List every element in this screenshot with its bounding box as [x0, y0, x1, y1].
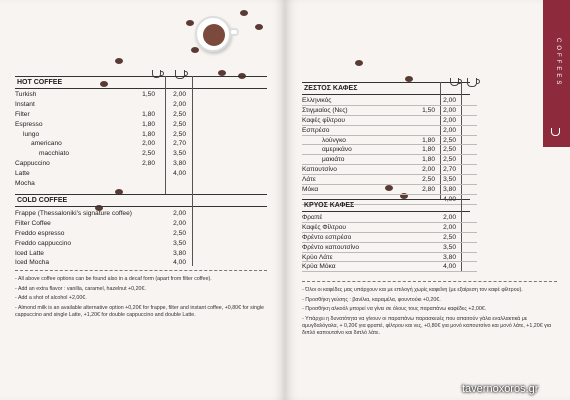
menu-item-name: Turkish: [15, 91, 37, 98]
cold-coffee-title-greek: ΚΡΥΟΣ ΚΑΦΕΣ: [302, 199, 470, 212]
menu-page-greek: [285, 0, 570, 400]
double-price: 2,50: [173, 229, 186, 237]
double-price: 3,80: [173, 160, 186, 168]
menu-item-row: [302, 262, 477, 272]
menu-item-name: Φρέντο καπουτσίνο: [302, 243, 360, 251]
menu-item-row: [302, 165, 477, 175]
menu-item-name: Φρέντο εσπρέσο: [302, 233, 352, 241]
cold-coffee-list: [15, 209, 215, 268]
menu-item-row: [302, 96, 477, 106]
note-line: - Προσθήκη αλκοόλ μπορεί να γίνει σε όλους τους παραπάνω καφέδες +2,00€.: [302, 306, 487, 312]
menu-item-name: Instant: [15, 100, 35, 108]
double-price: 2,50: [443, 233, 456, 241]
menu-item-row: [15, 120, 215, 130]
menu-item-row: [15, 110, 215, 120]
menu-item-row: [302, 223, 477, 233]
menu-item-row: [302, 175, 477, 185]
menu-item-name: Κρύο Λάτε: [302, 253, 333, 261]
double-price: 4,00: [173, 259, 186, 267]
menu-item-name: Φραπέ: [302, 214, 323, 221]
menu-item-name: Espresso: [15, 120, 43, 128]
note-line: - Add a shot of alcohol +2,00€.: [15, 295, 87, 301]
note-line: - Almond milk is an available alternative option +0,20€ for frappe, filter and instant coffee, +0,80€ for single cappuccino and single Latte, +1,20€ for double cappuccino and double Latte.: [15, 304, 265, 318]
menu-item-row: [15, 229, 215, 239]
menu-item-row: [302, 233, 477, 243]
menu-item-row: [302, 106, 477, 116]
double-price: 2,50: [443, 146, 456, 154]
notes-divider: [302, 281, 557, 282]
menu-item-name: Mocha: [15, 180, 35, 188]
single-price: 2,80: [142, 160, 155, 168]
double-price: 2,00: [173, 91, 186, 98]
menu-item-name: Filter: [15, 110, 30, 118]
menu-item-row: [15, 258, 215, 268]
single-price: 2,80: [422, 186, 435, 194]
double-price: 2,00: [443, 116, 456, 124]
single-price: 1,80: [142, 130, 155, 138]
menu-item-name: Λάτε: [302, 176, 316, 184]
single-price: 2,50: [422, 176, 435, 184]
hot-coffee-title: HOT COFFEE: [15, 76, 267, 89]
menu-item-row: [302, 116, 477, 126]
menu-item-row: [302, 243, 477, 253]
double-price: 3,80: [443, 186, 456, 194]
double-price: 4,00: [443, 263, 456, 271]
double-price: 2,50: [443, 136, 456, 144]
double-price: 3,50: [443, 176, 456, 184]
coffee-bean-icon: [355, 60, 363, 66]
note-line: - Υπάρχει η δυνατότητα να γίνουν οι παραπάνω παρασκευές που απαιτούν γάλα εναλλακτικά με αμυγδαλόγαλα, + 0,20€ για φραπέ, φίλτρου και νες, +0,80€ για μονό καπουτσίνο και μονό λάτε, +1,20€ για διπλό καπουτσίνο και διπλό λάτε.: [302, 315, 552, 336]
menu-item-name: Iced Latte: [15, 249, 44, 257]
menu-item-row: [302, 213, 477, 223]
menu-item-name: Στιγμιαίος (Νες): [302, 106, 348, 114]
menu-item-row: [15, 100, 215, 110]
watermark: tavernoxoros.gr: [462, 383, 539, 395]
hot-coffee-list: [15, 90, 215, 189]
menu-item-row: [15, 139, 215, 149]
single-price: 2,50: [142, 150, 155, 158]
coffee-notes: [15, 276, 265, 321]
coffee-cup-illustration-icon: [193, 12, 239, 52]
menu-item-name: Frappe (Thessaloniki's signature coffee): [15, 210, 132, 217]
double-price: 2,70: [443, 166, 456, 174]
menu-item-row: [15, 159, 215, 169]
menu-item-row: [15, 149, 215, 159]
coffee-bean-icon: [255, 24, 263, 30]
menu-item-row: [15, 249, 215, 259]
single-price: 1,50: [142, 91, 155, 98]
note-line: - All above coffee options can be found also in a decaf form (apart from filter coffee).: [15, 276, 212, 282]
double-price: 2,00: [443, 126, 456, 134]
single-price: 1,80: [422, 146, 435, 154]
menu-item-name: Freddo cappuccino: [15, 239, 72, 247]
menu-item-name: lungo: [23, 130, 40, 138]
note-line: - Add an extra flavor : vanilla, caramel, hazelnut +0,20€.: [15, 285, 146, 292]
menu-item-name: Κρύα Μόκα: [302, 263, 336, 271]
notes-divider: [15, 270, 267, 271]
single-price: 2,00: [142, 140, 155, 148]
single-price: 1,80: [142, 110, 155, 118]
menu-item-name: americano: [31, 140, 62, 148]
double-price: 3,50: [173, 239, 186, 247]
double-price: 3,80: [173, 249, 186, 257]
double-price: 4,00: [443, 195, 456, 203]
double-price: 2,00: [443, 97, 456, 104]
single-price: 2,00: [422, 166, 435, 174]
menu-item-name: Καφές φίλτρου: [302, 116, 346, 124]
menu-item-name: Latte: [15, 170, 30, 178]
double-price: 2,00: [443, 214, 456, 221]
menu-item-name: μακιάτο: [322, 156, 345, 164]
single-price: 1,80: [142, 120, 155, 128]
single-price: 1,80: [422, 136, 435, 144]
hot-coffee-list-greek: [302, 96, 477, 205]
menu-item-name: Εσπρέσο: [302, 126, 330, 134]
menu-item-row: [15, 219, 215, 229]
menu-item-name: αμερικάνο: [322, 146, 352, 154]
coffees-section-tab: [543, 0, 570, 147]
note-line: - Όλοι οι καφέδες μας υπάρχουν και με επιλογή χωρίς καφεΐνη (με εξαίρεση τον καφέ φίλτρου).: [302, 287, 523, 293]
cold-coffee-list-greek: [302, 213, 477, 272]
menu-item-name: Ελληνικός: [302, 97, 332, 104]
menu-item-name: λούνγκο: [322, 136, 346, 144]
menu-item-name: Filter Coffee: [15, 219, 51, 227]
double-price: 2,50: [443, 156, 456, 164]
menu-item-name: Καφές Φίλτρου: [302, 223, 347, 231]
menu-item-name: Cappuccino: [15, 160, 50, 168]
single-price: 1,80: [422, 156, 435, 164]
double-price: 2,00: [173, 100, 186, 108]
menu-item-name: Iced Mocha: [15, 259, 50, 267]
coffee-notes-greek: [302, 287, 554, 339]
menu-item-row: [15, 239, 215, 249]
coffee-bean-icon: [115, 58, 123, 64]
menu-item-row: [15, 130, 215, 140]
menu-item-row: [302, 155, 477, 165]
coffee-bean-icon: [186, 20, 194, 26]
double-price: 2,50: [173, 130, 186, 138]
cold-coffee-title: COLD COFFEE: [15, 194, 267, 207]
menu-item-row: [302, 253, 477, 263]
double-price: 4,00: [173, 170, 186, 178]
menu-item-name: macchiato: [39, 150, 70, 158]
menu-item-row: [15, 90, 215, 100]
double-price: 2,50: [173, 110, 186, 118]
coffee-bean-icon: [240, 10, 248, 16]
menu-item-row: [302, 136, 477, 146]
double-price: 2,00: [443, 223, 456, 231]
double-price: 2,00: [173, 219, 186, 227]
double-price: 2,70: [173, 140, 186, 148]
menu-item-name: Μόκα: [302, 186, 319, 194]
hot-coffee-title-greek: ΖΕΣΤΟΣ ΚΑΦΕΣ: [302, 82, 470, 95]
menu-item-row: [15, 169, 215, 179]
menu-item-name: Καπουτσίνο: [302, 166, 337, 174]
coffee-cup-icon: [551, 128, 560, 136]
double-price: 3,50: [443, 243, 456, 251]
menu-item-row: [302, 126, 477, 136]
menu-item-row: [302, 145, 477, 155]
coffees-tab-label: COFFEES: [555, 38, 561, 88]
double-price: 2,00: [173, 210, 186, 217]
note-line: - Προσθήκη γεύσης : βανίλια, καραμέλα, φουντούκι +0,20€.: [302, 296, 441, 303]
double-price: 3,50: [173, 150, 186, 158]
double-price: 2,00: [443, 106, 456, 114]
menu-item-name: Freddo espresso: [15, 229, 65, 237]
menu-item-row: [15, 209, 215, 219]
single-price: 1,50: [422, 106, 435, 114]
menu-item-row: [302, 185, 477, 195]
menu-item-row: [15, 179, 215, 189]
double-price: 2,50: [173, 120, 186, 128]
double-price: 3,80: [443, 253, 456, 261]
coffee-bean-icon: [191, 47, 199, 53]
